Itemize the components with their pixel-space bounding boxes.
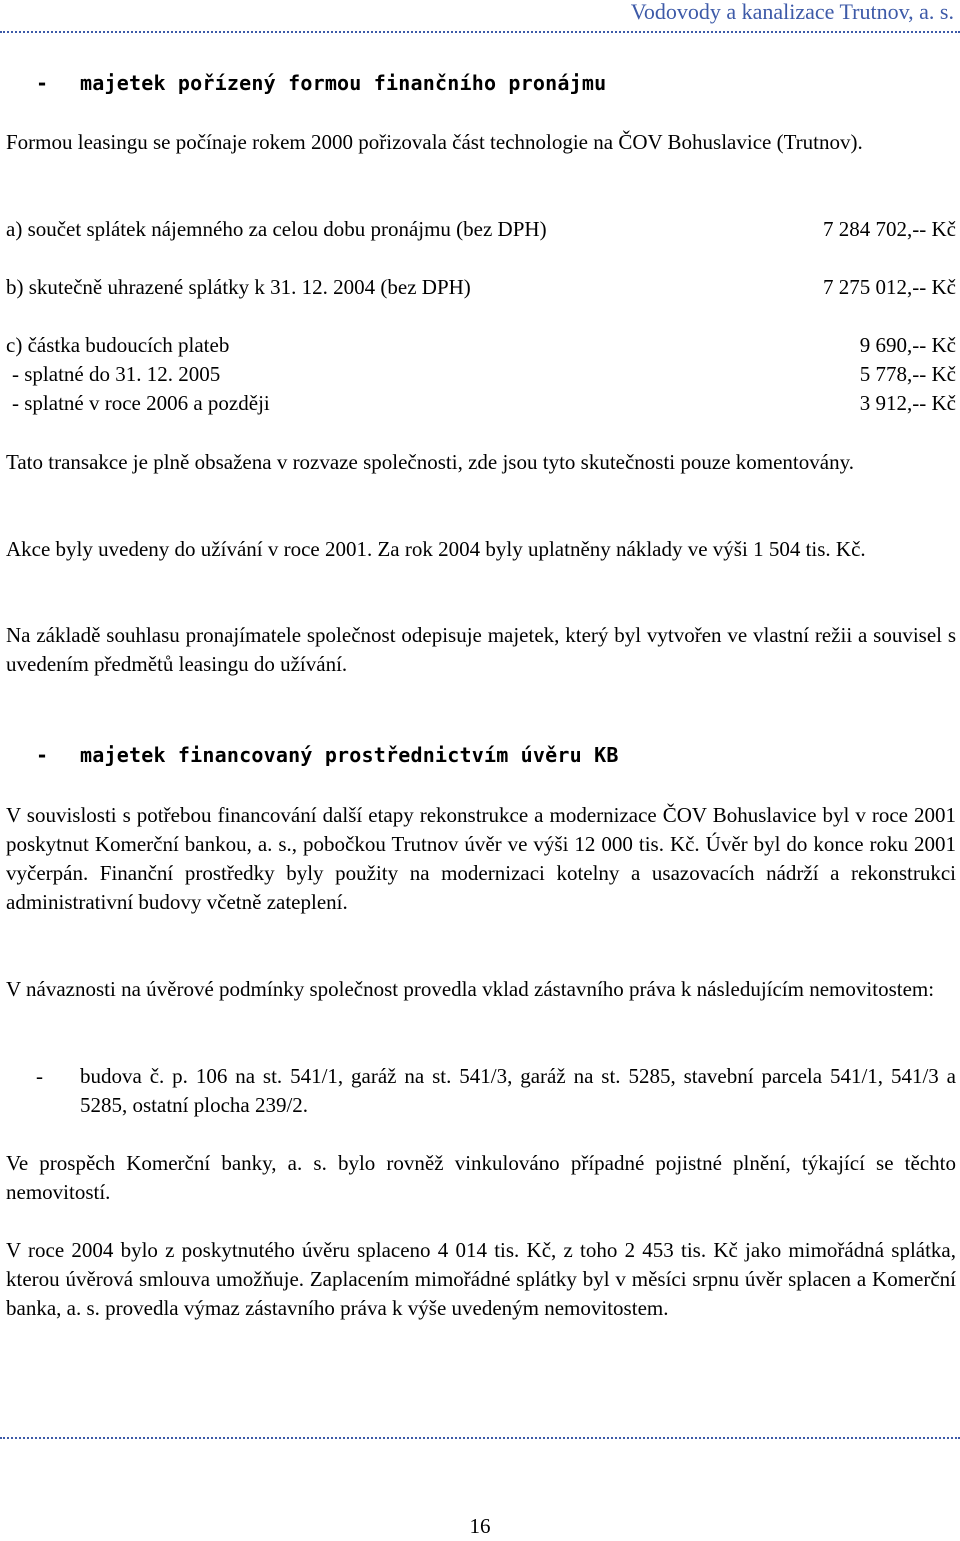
leasing-row-due-2006 <box>6 389 956 418</box>
leasing-paragraph-balance: Tato transakce je plně obsažena v rozvaze společnosti, zde jsou tyto skutečnosti pouze komentovány. <box>6 450 854 474</box>
leasing-paragraph-depreciation: Na základě souhlasu pronajímatele společnost odepisuje majetek, který byl vytvořen ve vlastní režii a souvisel s uvedením předmětů leasingu do užívání. <box>6 623 956 676</box>
row-label: - splatné v roce 2006 a později <box>12 391 270 415</box>
leasing-paragraph-costs: Akce byly uvedeny do užívání v roce 2001. Za rok 2004 byly uplatněny náklady ve výši 1 504 tis. Kč. <box>6 537 866 561</box>
loan-paragraph-repayment: V roce 2004 bylo z poskytnutého úvěru splaceno 4 014 tis. Kč, z toho 2 453 tis. Kč jako mimořádná splátka, kterou úvěrová smlouva umožňuje. Zaplacením mimořádné splátky byl v měsíci srpnu úvěr splacen a Komerční banka, a. s. provedla výmaz zástavního práva k výše uvedeným nemovitostem. <box>6 1238 956 1320</box>
header-divider <box>0 31 960 33</box>
row-value: 9 690,-- Kč <box>859 333 956 357</box>
leasing-row-due-2005 <box>6 360 956 389</box>
list-item-text: budova č. p. 106 na st. 541/1, garáž na st. 541/3, garáž na st. 5285, stavební parcela 541/1, 541/3 a 5285, ostatní plocha 239/2. <box>80 1064 956 1117</box>
row-value: 3 912,-- Kč <box>859 391 956 415</box>
page-header-title: Vodovody a kanalizace Trutnov, a. s. <box>630 0 954 24</box>
list-bullet: - <box>36 1064 43 1088</box>
heading-text: majetek financovaný prostřednictvím úvěru KB <box>80 743 619 767</box>
heading-dash: - <box>36 71 49 95</box>
leasing-row-paid <box>6 273 956 302</box>
leasing-row-future <box>6 331 956 360</box>
footer-divider <box>0 1437 960 1439</box>
row-label: b) skutečně uhrazené splátky k 31. 12. 2004 (bez DPH) <box>6 275 471 299</box>
row-value: 7 275 012,-- Kč <box>823 275 956 299</box>
row-label: c) částka budoucích plateb <box>6 333 230 357</box>
page-number: 16 <box>469 1514 491 1538</box>
leasing-row-total <box>6 215 956 244</box>
leasing-intro-paragraph: Formou leasingu se počínaje rokem 2000 pořizovala část technologie na ČOV Bohuslavice (Trutnov). <box>6 130 863 154</box>
loan-paragraph-purpose: V souvislosti s potřebou financování další etapy rekonstrukce a modernizace ČOV Bohuslavice byl v roce 2001 poskytnut Komerční bankou, a. s., pobočkou Trutnov úvěr ve výši 12 000 tis. Kč. Úvěr byl do konce roku 2001 vyčerpán. Finanční prostředky byly použity na modernizaci kotelny a usazovacích nádrží a rekonstrukci administrativní budovy včetně zateplení. <box>6 803 956 914</box>
row-label: - splatné do 31. 12. 2005 <box>12 362 221 386</box>
loan-paragraph-insurance: Ve prospěch Komerční banky, a. s. bylo rovněž vinkulováno případné pojistné plnění, týkající se těchto nemovitostí. <box>6 1151 956 1204</box>
heading-text: majetek pořízený formou finančního pronájmu <box>80 71 607 95</box>
row-value: 5 778,-- Kč <box>859 362 956 386</box>
heading-dash: - <box>36 743 49 767</box>
row-label: a) součet splátek nájemného za celou dobu pronájmu (bez DPH) <box>6 217 547 241</box>
row-value: 7 284 702,-- Kč <box>823 217 956 241</box>
loan-paragraph-lien: V návaznosti na úvěrové podmínky společnost provedla vklad zástavního práva k následujícím nemovitostem: <box>6 977 935 1001</box>
